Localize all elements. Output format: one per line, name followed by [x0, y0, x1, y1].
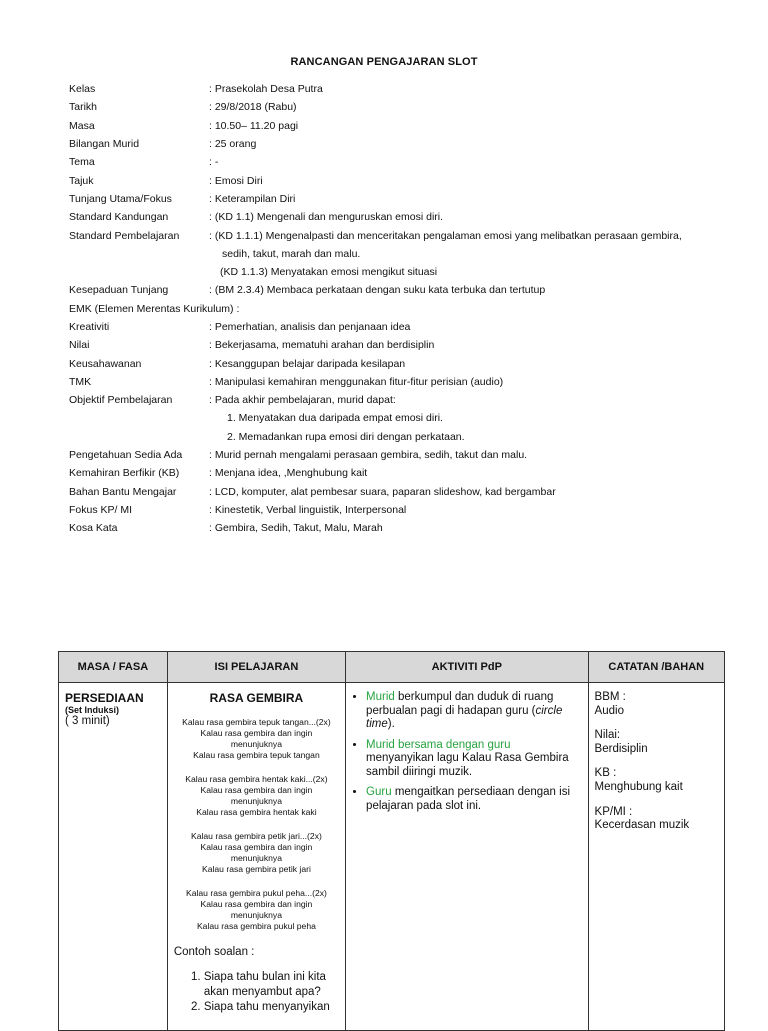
example-question: 1. Siapa tahu bulan ini kita akan menyambut apa?: [204, 970, 345, 1000]
header-aktiviti: AKTIVITI PdP: [346, 652, 589, 683]
phase-title: PERSEDIAAN: [65, 691, 144, 705]
activity-item: [366, 786, 580, 813]
info-label: Kelas: [69, 83, 96, 96]
info-row: [69, 391, 729, 409]
note-label: KB :: [594, 767, 617, 780]
phase-cell: [59, 683, 168, 1031]
activity-actor: Murid bersama dengan guru: [366, 738, 511, 751]
info-row: [69, 373, 729, 391]
info-value: : Pada akhir pembelajaran, murid dapat:: [209, 394, 396, 407]
info-value: : 29/8/2018 (Rabu): [209, 101, 297, 114]
info-value: : Bekerjasama, mematuhi arahan dan berdisiplin: [209, 339, 435, 352]
note-value: Kecerdasan muzik: [594, 819, 690, 832]
activity-italic: circle time: [366, 704, 563, 730]
phase-time: ( 3 minit): [65, 715, 110, 727]
activity-actor: Guru: [366, 786, 392, 798]
verse-line: menunjuknya: [230, 910, 282, 920]
info-label: Standard Kandungan: [69, 211, 169, 224]
info-value: : Menjana idea, ,Menghubung kait: [209, 467, 368, 480]
info-value: : Gembira, Sedih, Takut, Malu, Marah: [209, 522, 383, 535]
info-label: Tarikh: [69, 101, 98, 114]
info-value: : Keterampilan Diri: [209, 192, 296, 205]
info-row: [69, 117, 729, 135]
info-row: [69, 80, 729, 98]
verse-line: Kalau rasa gembira petik jari: [201, 864, 311, 874]
song-verse: [168, 717, 345, 761]
info-label: Objektif Pembelajaran: [69, 394, 173, 407]
info-label: Keusahawanan: [69, 357, 142, 370]
info-label: Standard Pembelajaran: [69, 229, 180, 242]
activity-text: mengaitkan persediaan dengan isi pelajaran pada slot ini.: [366, 786, 570, 812]
info-row: [69, 446, 729, 464]
sp-continuation-2: (KD 1.1.3) Menyatakan emosi mengikut situasi: [220, 265, 438, 278]
info-row: [69, 336, 729, 354]
info-row: [69, 483, 729, 501]
info-label: Tema: [69, 156, 95, 169]
info-value: : 25 orang: [209, 138, 257, 151]
info-label: Bilangan Murid: [69, 138, 140, 151]
example-question: 2. Siapa tahu menyanyikan: [204, 1000, 345, 1015]
objective-item: 1. Menyatakan dua daripada empat emosi diri.: [227, 412, 443, 425]
header-isi-pelajaran: ISI PELAJARAN: [167, 652, 345, 683]
info-row: [69, 135, 729, 153]
example-questions: [168, 946, 345, 1015]
info-value: : (KD 1.1) Mengenali dan menguruskan emosi diri.: [209, 211, 444, 224]
song-verse: [168, 888, 345, 932]
notes-cell: [588, 683, 724, 1031]
verse-line: Kalau rasa gembira dan ingin: [200, 842, 313, 852]
song-verse: [168, 774, 345, 818]
verse-line: Kalau rasa gembira dan ingin: [200, 899, 313, 909]
info-row: [69, 190, 729, 208]
info-row: [69, 153, 729, 171]
activity-cell: [346, 683, 589, 1031]
song-verse: [168, 831, 345, 875]
info-label: Kesepaduan Tunjang: [69, 284, 169, 297]
song-verses: [168, 717, 345, 932]
header-catatan: CATATAN /BAHAN: [588, 652, 724, 683]
info-label: Tajuk: [69, 174, 94, 187]
info-label: Masa: [69, 119, 95, 132]
verse-line: Kalau rasa gembira pukul peha...(2x): [185, 888, 327, 898]
info-label: Fokus KP/ MI: [69, 503, 133, 516]
activity-item: [366, 691, 580, 732]
activity-text: menyanyikan lagu Kalau Rasa Gembira sambil diiringi muzik.: [366, 752, 569, 778]
info-label: Tunjang Utama/Fokus: [69, 192, 172, 205]
verse-line: Kalau rasa gembira hentak kaki...(2x): [185, 774, 328, 784]
emk-heading: EMK (Elemen Merentas Kurikulum) :: [69, 302, 240, 315]
verse-line: menunjuknya: [230, 739, 282, 749]
activity-item: [366, 739, 580, 780]
verse-line: Kalau rasa gembira dan ingin: [200, 728, 313, 738]
info-value: : -: [209, 156, 219, 169]
note-block: [595, 767, 718, 794]
info-label: Nilai: [69, 339, 90, 352]
verse-line: Kalau rasa gembira hentak kaki: [196, 807, 317, 817]
info-value: : LCD, komputer, alat pembesar suara, paparan slideshow, kad bergambar: [209, 485, 556, 498]
info-row: [69, 519, 729, 537]
info-value: : Manipulasi kemahiran menggunakan fitur-fitur perisian (audio): [209, 375, 504, 388]
verse-line: menunjuknya: [230, 853, 282, 863]
activity-text: berkumpul dan duduk di ruang perbualan pagi di hadapan guru (: [366, 691, 554, 717]
examples-heading: Contoh soalan :: [173, 946, 255, 958]
objective-item: 2. Memadankan rupa emosi diri dengan perkataan.: [227, 430, 465, 443]
song-title: RASA GEMBIRA: [209, 691, 304, 705]
note-block: [595, 729, 718, 756]
info-value: : Kesanggupan belajar daripada kesilapan: [209, 357, 406, 370]
note-label: Nilai:: [594, 729, 621, 742]
info-row: [69, 281, 729, 299]
info-row: [69, 98, 729, 116]
verse-line: Kalau rasa gembira tepuk tangan...(2x): [182, 717, 331, 727]
info-row: [69, 318, 729, 336]
verse-line: menunjuknya: [230, 796, 282, 806]
info-row: [69, 464, 729, 482]
verse-line: Kalau rasa gembira petik jari...(2x): [190, 831, 322, 841]
header-masa-fasa: MASA / FASA: [59, 652, 168, 683]
note-block: [595, 691, 718, 718]
activity-end: ).: [387, 718, 395, 730]
info-value: : Emosi Diri: [209, 174, 263, 187]
verse-line: Kalau rasa gembira tepuk tangan: [193, 750, 320, 760]
sp-continuation-1: sedih, takut, marah dan malu.: [222, 247, 361, 260]
info-label: Bahan Bantu Mengajar: [69, 485, 177, 498]
lesson-table: [58, 651, 725, 1031]
verse-line: Kalau rasa gembira dan ingin: [200, 785, 313, 795]
info-label: Pengetahuan Sedia Ada: [69, 449, 183, 462]
note-value: Menghubung kait: [594, 780, 683, 793]
verse-line: Kalau rasa gembira pukul peha: [196, 921, 316, 931]
info-value: : Pemerhatian, analisis dan penjanaan idea: [209, 321, 411, 333]
info-row: [69, 501, 729, 519]
info-row: [69, 171, 729, 189]
info-row: [69, 226, 729, 244]
info-value: : (BM 2.3.4) Membaca perkataan dengan suku kata terbuka dan tertutup: [209, 284, 546, 297]
info-label: Kosa Kata: [69, 522, 118, 535]
document-title: RANCANGAN PENGAJARAN SLOT: [290, 56, 478, 68]
info-label: Kemahiran Berfikir (KB): [69, 467, 180, 480]
note-value: Berdisiplin: [594, 742, 648, 755]
activity-actor: Murid: [366, 691, 395, 703]
info-row: [69, 354, 729, 372]
note-block: [595, 806, 718, 833]
note-label: KP/MI :: [594, 805, 633, 818]
note-value: Audio: [594, 704, 624, 717]
info-row: [69, 208, 729, 226]
phase-subtitle: (Set Induksi): [65, 705, 120, 715]
info-value: : (KD 1.1.1) Mengenalpasti dan menceritakan pengalaman emosi yang melibatkan perasaan gembira,: [209, 229, 682, 242]
info-value: : Murid pernah mengalami perasaan gembira, sedih, takut dan malu.: [209, 449, 528, 462]
lesson-info: [69, 80, 729, 537]
info-value: : Prasekolah Desa Putra: [209, 83, 323, 96]
info-value: : Kinestetik, Verbal linguistik, Interpersonal: [209, 503, 407, 516]
info-label: Kreativiti: [69, 321, 110, 333]
content-cell: [167, 683, 345, 1031]
info-label: TMK: [69, 375, 92, 388]
info-value: : 10.50– 11.20 pagi: [209, 119, 299, 132]
note-label: BBM :: [594, 691, 626, 703]
